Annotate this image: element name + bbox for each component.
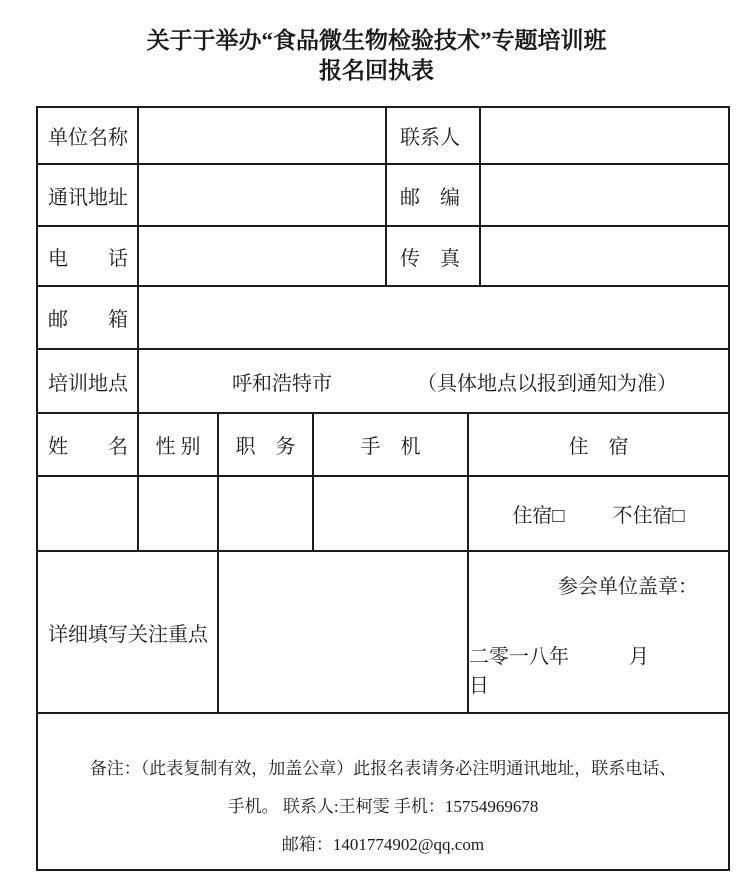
lodging-no-checkbox: 不住宿□ — [612, 505, 685, 527]
lodging-column-header: 住 宿 — [467, 414, 728, 475]
unit-name-value-cell — [137, 108, 385, 163]
gender-column-header: 性 别 — [137, 414, 217, 475]
seal-date-cell — [467, 552, 728, 712]
row-phone — [38, 225, 728, 285]
mobile-column-header: 手 机 — [312, 414, 467, 475]
position-column-header: 职 务 — [217, 414, 312, 475]
remarks-line-3: 邮箱：1401774902@qq.com — [281, 835, 485, 854]
lodging-options-cell — [467, 477, 728, 550]
email-value-cell — [137, 287, 728, 348]
row-email — [38, 285, 728, 348]
fax-value-cell — [479, 227, 728, 285]
row-address — [38, 163, 728, 225]
row-location — [38, 348, 728, 412]
document-title — [0, 0, 753, 86]
postcode-label: 邮 编 — [385, 165, 479, 225]
location-label: 培训地点 — [48, 372, 128, 395]
location-note: （具体地点以报到通知为准） — [417, 372, 677, 395]
position-value-cell — [217, 477, 312, 550]
gender-value-cell — [137, 477, 217, 550]
remarks-line-1: 备注：（此表复制有效，加盖公章）此报名表请务必注明通讯地址，联系电话、 — [89, 759, 677, 778]
contact-person-label: 联系人 — [385, 108, 479, 163]
remarks-cell — [38, 714, 728, 869]
title-line-2: 报名回执表 — [319, 58, 434, 83]
location-value-cell — [137, 350, 728, 412]
registration-form-table — [36, 106, 730, 871]
unit-name-label: 单位名称 — [48, 127, 128, 149]
address-value-cell — [137, 165, 385, 225]
name-value-cell — [38, 477, 137, 550]
name-column-header: 姓 名 — [48, 436, 128, 458]
row-attendee-header — [38, 412, 728, 475]
lodging-yes-checkbox: 住宿□ — [512, 505, 565, 527]
remarks-line-2: 手机。 联系人:王柯雯 手机：15754969678 — [227, 797, 539, 816]
row-remarks — [38, 712, 728, 869]
unit-seal-label: 参会单位盖章： — [558, 576, 698, 598]
mobile-value-cell — [312, 477, 467, 550]
date-line: 二零一八年 月 日 — [469, 646, 689, 697]
row-detail-seal — [38, 550, 728, 712]
row-unit-name — [38, 108, 728, 163]
postcode-value-cell — [479, 165, 728, 225]
title-line-1: 关于于举办“食品微生物检验技术”专题培训班 — [146, 28, 607, 53]
contact-person-value-cell — [479, 108, 728, 163]
address-label: 通讯地址 — [48, 186, 128, 209]
phone-value-cell — [137, 227, 385, 285]
detail-focus-value-cell — [217, 552, 467, 712]
fax-label: 传 真 — [385, 227, 479, 285]
location-city: 呼和浩特市 — [232, 372, 332, 395]
detail-focus-label: 详细填写关注重点 — [48, 623, 208, 646]
phone-label: 电 话 — [48, 247, 128, 270]
email-label: 邮 箱 — [48, 309, 128, 331]
row-attendee-entry — [38, 475, 728, 550]
